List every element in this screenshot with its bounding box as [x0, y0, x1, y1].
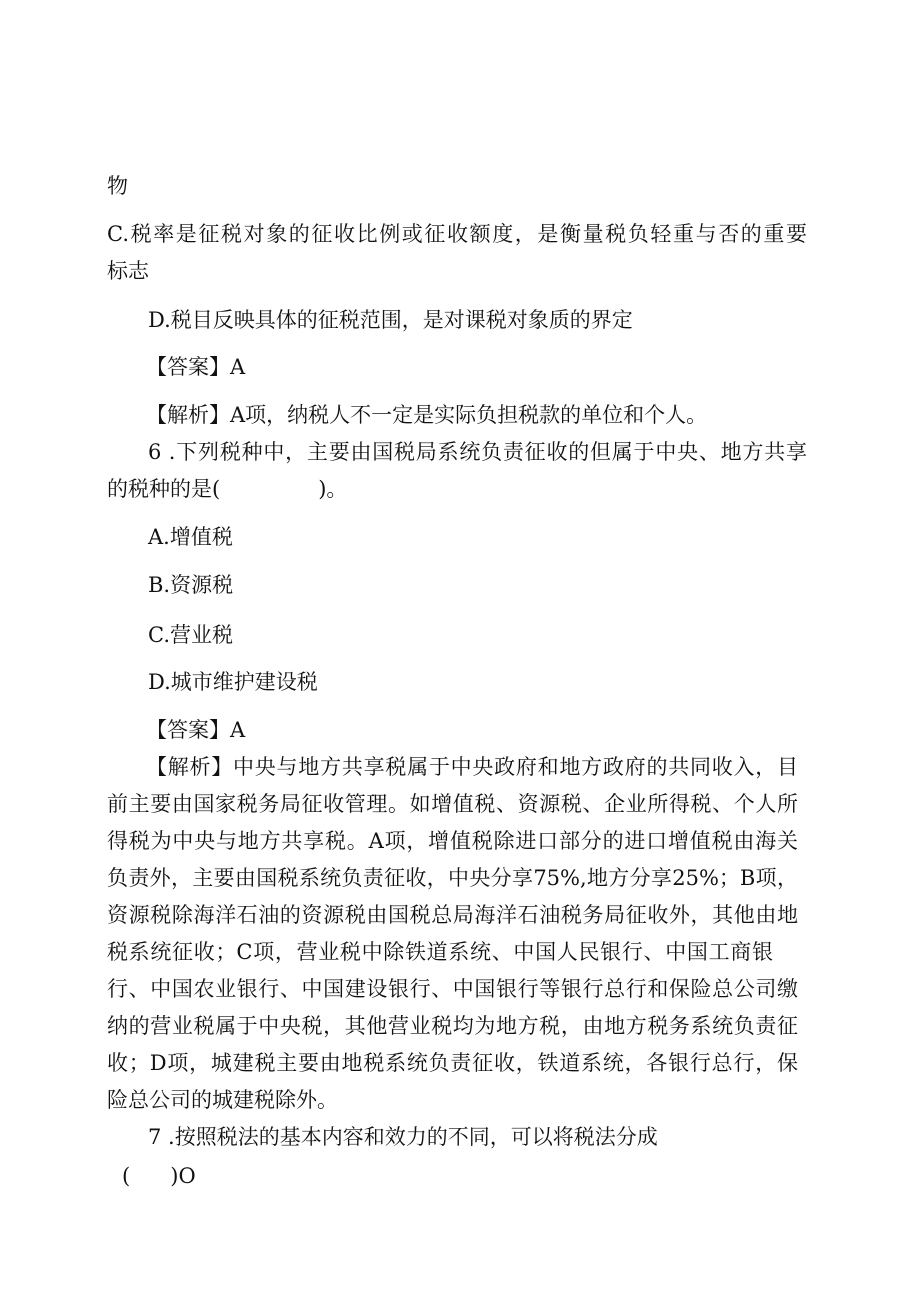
q6-answer: 【答案】A	[146, 718, 246, 742]
q5-answer: 【答案】A	[146, 355, 246, 379]
q6-analysis-line-5: 资源税除海洋石油的资源税由国税总局海洋石油税务局征收外，其他由地	[107, 903, 798, 927]
q6-stem-line-2-start: 的税种的是(	[107, 477, 221, 501]
q7-stem-line-2: ( )O	[122, 1164, 196, 1188]
q6-analysis-line-4: 负责外，主要由国税系统负责征收，中央分享75%,地方分享25%；B项，	[107, 866, 798, 890]
q6-option-b: B.资源税	[148, 573, 234, 597]
q6-analysis-line-1: 【解析】中央与地方共享税属于中央政府和地方政府的共同收入，目	[146, 755, 798, 779]
q7-stem-line-1: 7 .按照税法的基本内容和效力的不同，可以将税法分成	[148, 1125, 658, 1149]
q6-analysis-line-8: 纳的营业税属于中央税，其他营业税均为地方税，由地方税务系统负责征	[107, 1014, 798, 1038]
q6-option-a: A.增值税	[148, 525, 233, 549]
q6-analysis-line-9: 收；D项，城建税主要由地税系统负责征收，铁道系统，各银行总行，保	[107, 1051, 798, 1075]
q6-analysis-line-2: 前主要由国家税务局征收管理。如增值税、资源税、企业所得税、个人所	[107, 792, 798, 816]
q6-stem-line-1: 6 .下列税种中，主要由国税局系统负责征收的但属于中央、地方共享	[148, 440, 807, 464]
q6-option-c: C.营业税	[148, 623, 233, 647]
q5-option-c-line-1: C.税率是征税对象的征收比例或征收额度，是衡量税负轻重与否的重要	[107, 222, 807, 246]
q6-analysis-line-6: 税系统征收；C项，营业税中除铁道系统、中国人民银行、中国工商银	[107, 940, 773, 964]
q6-stem-line-2-end: )。	[318, 477, 348, 501]
q6-analysis-line-3: 得税为中央与地方共享税。A项，增值税除进口部分的进口增值税由海关	[107, 829, 798, 853]
q5-option-c-line-2: 标志	[107, 259, 149, 283]
q5-analysis: 【解析】A项，纳税人不一定是实际负担税款的单位和个人。	[146, 403, 708, 427]
q5-option-d: D.税目反映具体的征税范围，是对课税对象质的界定	[148, 308, 633, 332]
q6-analysis-line-7: 行、中国农业银行、中国建设银行、中国银行等银行总行和保险总公司缴	[107, 977, 798, 1001]
q6-analysis-line-10: 险总公司的城建税除外。	[107, 1088, 338, 1112]
q5-continuation-text: 物	[107, 174, 128, 198]
q6-option-d: D.城市维护建设税	[148, 670, 318, 694]
q6-stem-line-2	[107, 475, 347, 503]
